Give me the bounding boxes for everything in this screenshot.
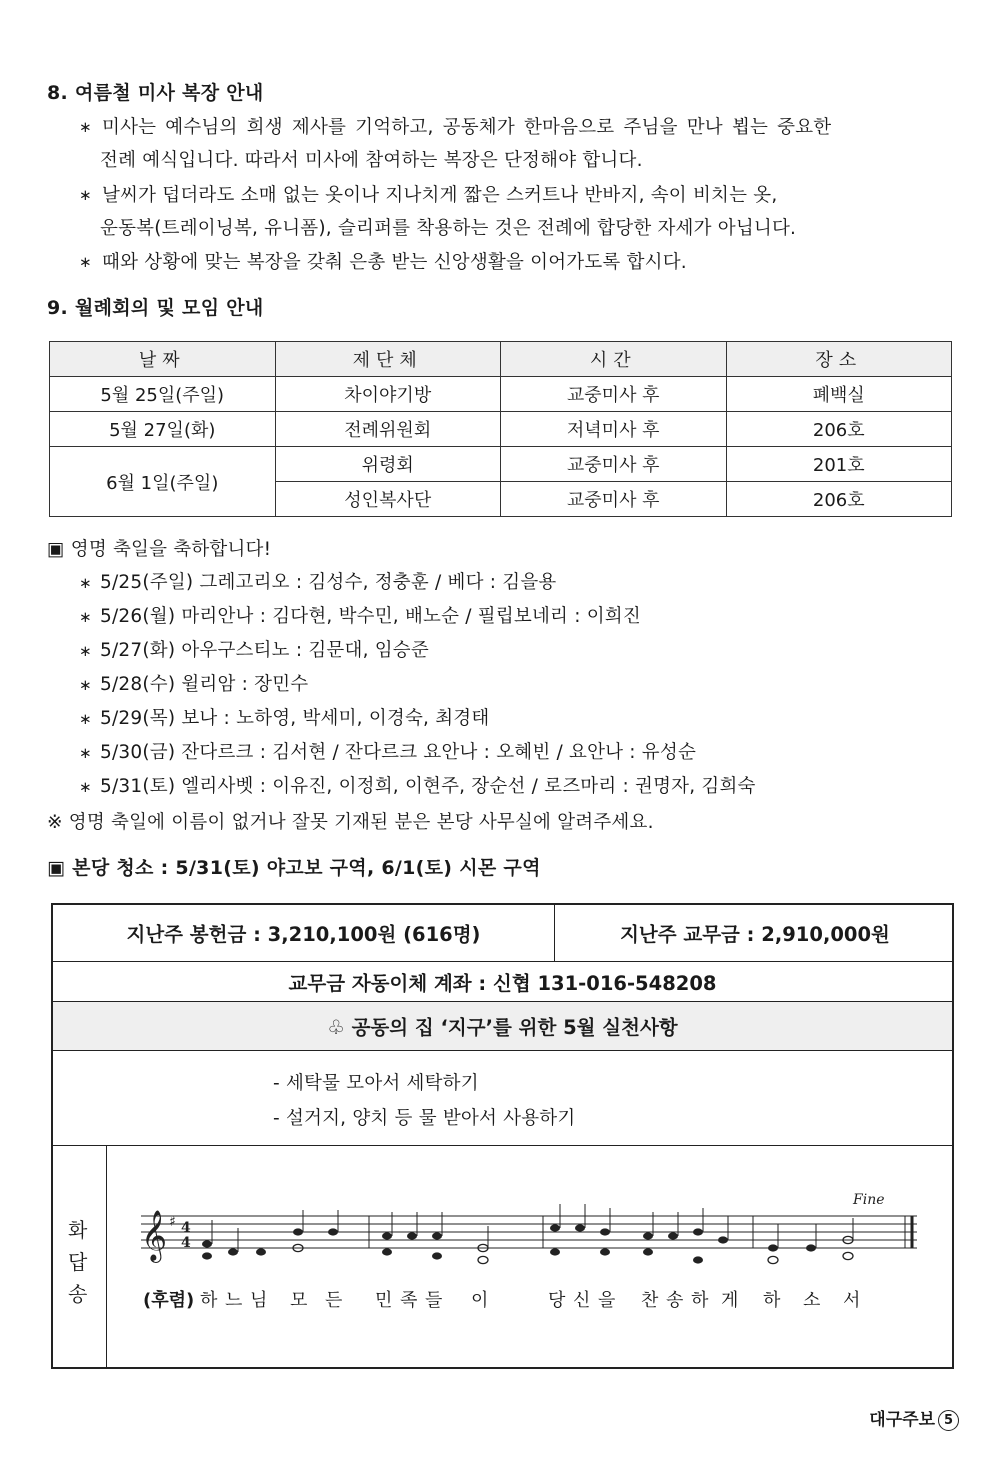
treble-clef-icon: 𝄞 — [141, 1210, 168, 1261]
section8-line-4: 운동복(트레이닝복, 유니폼), 슬리퍼를 착용하는 것은 전례에 합당한 자세가 아닙니다. — [100, 218, 797, 239]
cell-place: 206호 — [726, 412, 952, 447]
bullet: ∗ — [79, 253, 92, 271]
cell-date: 6월 1일(주일) — [50, 447, 276, 517]
lyric-syllable: 소 — [803, 1290, 821, 1311]
account-info: 교무금 자동이체 계좌 : 신협 131-016-548208 — [288, 971, 717, 995]
lyric-refrain: (후렴) — [143, 1290, 195, 1311]
feast-heading: ▣ 영명 축일을 축하합니다! — [47, 539, 272, 560]
section8-line-5: 때와 상황에 맞는 복장을 갖춰 은총 받는 신앙생활을 이어가도록 합시다. — [102, 252, 687, 273]
lyric-syllable: 민 — [375, 1290, 393, 1311]
time-signature-top: 4 — [181, 1220, 191, 1236]
section8-line-3: 날씨가 덥더라도 소매 없는 옷이나 지나치게 짧은 스커트나 반바지, 속이 비치는 옷, — [102, 185, 778, 206]
feast-item: 5/28(수) 윌리암 : 장민수 — [100, 674, 309, 695]
feast-item: 5/27(화) 아우구스티노 : 김문대, 임승준 — [100, 640, 429, 661]
section8-line-2: 전례 예식입니다. 따라서 미사에 참여하는 복장은 단정해야 합니다. — [100, 150, 643, 171]
psalm-label-cell — [53, 1146, 107, 1368]
cell-date: 5월 25일(주일) — [50, 377, 276, 412]
lyric-syllable: 느 — [225, 1290, 243, 1311]
lyric-syllable: 게 — [721, 1290, 739, 1311]
account-row — [53, 962, 952, 1002]
lyric-syllable: 하 — [200, 1290, 218, 1311]
feast-item: 5/25(주일) 그레고리오 : 김성수, 정충훈 / 베다 : 김을용 — [100, 572, 557, 593]
table-row — [50, 412, 952, 447]
lyric-syllable: 서 — [843, 1290, 861, 1311]
feast-item: 5/26(월) 마리안나 : 김다현, 박수민, 배노순 / 필립보네리 : 이희진 — [100, 606, 641, 627]
feast-item: 5/29(목) 보나 : 노하영, 박세미, 이경숙, 최경태 — [100, 708, 490, 729]
practice-item: - 세탁물 모아서 세탁하기 — [273, 1073, 479, 1094]
column-header-date: 날짜 — [50, 342, 276, 377]
publication-name: 대구주보 — [869, 1410, 935, 1430]
cleaning-notice: ▣ 본당 청소 : 5/31(토) 야고보 구역, 6/1(토) 시몬 구역 — [47, 857, 541, 879]
lyric-syllable: 님 — [250, 1290, 268, 1311]
lyric-syllable: 들 — [425, 1290, 443, 1311]
lyric-syllable: 모 — [290, 1290, 308, 1311]
dues-total: 지난주 교무금 : 2,910,000원 — [620, 923, 890, 946]
lyric-syllable: 을 — [598, 1290, 616, 1311]
feast-item: 5/30(금) 잔다르크 : 김서현 / 잔다르크 요안나 : 오혜빈 / 요안나 : 유성순 — [100, 742, 697, 763]
fine-marking: Fine — [853, 1192, 885, 1208]
cell-place: 206호 — [726, 482, 952, 517]
practice-title: ♧ 공동의 집 ‘지구’를 위한 5월 실천사항 — [327, 1016, 678, 1039]
bullet: ∗ — [79, 574, 92, 592]
lyric-syllable: 찬 — [641, 1290, 659, 1311]
lyric-syllable: 하 — [763, 1290, 781, 1311]
page-footer — [869, 1405, 959, 1431]
lyric-syllable: 이 — [471, 1290, 489, 1311]
section8-heading: 8. 여름철 미사 복장 안내 — [47, 82, 264, 104]
bullet: ∗ — [79, 676, 92, 694]
info-box — [51, 903, 954, 1369]
page-number: 5 — [938, 1410, 959, 1431]
staff-lines — [141, 1216, 917, 1248]
note-stems — [212, 1204, 853, 1252]
cell-group: 차이야기방 — [275, 377, 501, 412]
bullet: ∗ — [79, 118, 92, 136]
bullet: ∗ — [79, 608, 92, 626]
practice-items-row — [53, 1051, 952, 1146]
cell-time: 교중미사 후 — [501, 447, 727, 482]
bullet: ∗ — [79, 186, 92, 204]
cell-time: 교중미사 후 — [501, 377, 727, 412]
cell-time: 저녁미사 후 — [501, 412, 727, 447]
column-header-time: 시간 — [501, 342, 727, 377]
feast-note: ※ 영명 축일에 이름이 없거나 잘못 기재된 분은 본당 사무실에 알려주세요. — [47, 812, 654, 833]
cell-time: 교중미사 후 — [501, 482, 727, 517]
lyric-syllable: 든 — [325, 1290, 343, 1311]
cell-place: 폐백실 — [726, 377, 952, 412]
section9-heading: 9. 월례회의 및 모임 안내 — [47, 297, 264, 319]
lyric-syllable: 신 — [573, 1290, 591, 1311]
practice-title-row — [53, 1002, 952, 1051]
bullet: ∗ — [79, 744, 92, 762]
psalm-row — [53, 1146, 952, 1368]
offering-total: 지난주 봉헌금 : 3,210,100원 (616명) — [53, 905, 555, 961]
time-signature-bottom: 4 — [181, 1235, 191, 1251]
cell-group: 위령회 — [275, 447, 501, 482]
lyric-syllable: 하 — [691, 1290, 709, 1311]
feast-item: 5/31(토) 엘리사벳 : 이유진, 이정희, 이현주, 장순선 / 로즈마리 : 권명자, 김희숙 — [100, 776, 756, 797]
bullet: ∗ — [79, 710, 92, 728]
noteheads — [202, 1224, 816, 1263]
table-row — [50, 377, 952, 412]
meeting-table — [49, 341, 952, 517]
sharp-icon: ♯ — [169, 1214, 176, 1230]
finance-row — [53, 905, 952, 962]
lyric-syllable: 송 — [666, 1290, 684, 1311]
table-header-row — [50, 342, 952, 377]
cell-date: 5월 27일(화) — [50, 412, 276, 447]
cell-group: 성인복사단 — [275, 482, 501, 517]
practice-item: - 설거지, 양치 등 물 받아서 사용하기 — [273, 1108, 576, 1129]
cell-group: 전례위원회 — [275, 412, 501, 447]
cell-place: 201호 — [726, 447, 952, 482]
lyric-syllable: 족 — [400, 1290, 418, 1311]
table-row — [50, 447, 952, 482]
bullet: ∗ — [79, 642, 92, 660]
column-header-place: 장소 — [726, 342, 952, 377]
column-header-group: 제단체 — [275, 342, 501, 377]
psalm-label: 화답송 — [68, 1218, 88, 1306]
bullet: ∗ — [79, 778, 92, 796]
lyric-syllable: 당 — [548, 1290, 566, 1311]
section8-line-1: 미사는 예수님의 희생 제사를 기억하고, 공동체가 한마음으로 주님을 만나 뵙는 중요한 — [102, 117, 832, 138]
